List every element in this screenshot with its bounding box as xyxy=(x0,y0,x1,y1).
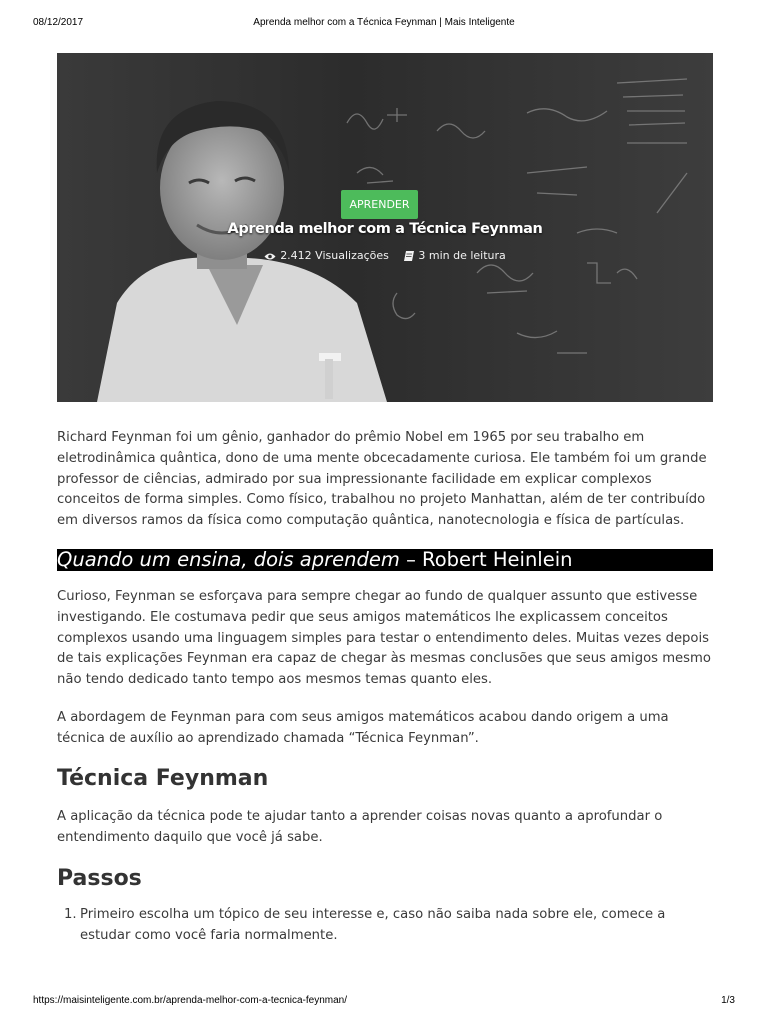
book-icon xyxy=(404,251,414,261)
page-number: 1/3 xyxy=(721,995,735,1006)
step-text: Primeiro escolha um tópico de seu interesse e, caso não saiba nada sobre ele, comece a estudar como você faria normalmente. xyxy=(80,907,666,943)
step-number: 1. xyxy=(64,907,77,922)
category-badge[interactable]: APRENDER xyxy=(341,190,418,219)
paragraph-2: Curioso, Feynman se esforçava para sempre chegar ao fundo de qualquer assunto que estivesse investigando. Ele costumava pedir que seus amigos matemáticos lhe explicassem conceitos complexos usando uma linguagem simples para testar o entendimento deles. Muitas vezes depois de tais explicações Feynman era capaz de chegar às mesmas conclusões que seus amigos mesmo não tendo dedicado tanto tempo aos mesmos temas quanto eles. xyxy=(57,589,711,688)
steps-list xyxy=(57,905,713,947)
hero-banner xyxy=(57,53,713,402)
intro-section xyxy=(57,428,713,532)
paragraph-2-section xyxy=(57,587,713,691)
reading-time xyxy=(404,249,505,262)
heading-passos: Passos xyxy=(57,866,142,891)
views-count xyxy=(264,249,389,262)
print-url: https://maisinteligente.com.br/aprenda-melhor-com-a-tecnica-feynman/ xyxy=(33,995,348,1006)
article-meta xyxy=(57,249,713,262)
heading-tecnica-feynman: Técnica Feynman xyxy=(57,766,269,791)
intro-paragraph: Richard Feynman foi um gênio, ganhador do prêmio Nobel em 1965 por seu trabalho em eletrodinâmica quântica, dono de uma mente obcecadamente curiosa. Ele também foi um grande professor de ciências, admirado por sua impressionante facilidade em explicar complexos conceitos de forma simples. Como físico, trabalhou no projeto Manhattan, além de ter contribuído em diversos ramos da física como computação quântica, nanotecnologia e física de partículas. xyxy=(57,430,707,529)
paragraph-4: A aplicação da técnica pode te ajudar tanto a aprender coisas novas quanto a aprofundar o entendimento daquilo que você já sabe. xyxy=(57,809,663,845)
views-text: 2.412 Visualizações xyxy=(280,249,389,262)
reading-time-text: 3 min de leitura xyxy=(418,249,506,262)
quote-text: Quando um ensina, dois aprendem xyxy=(57,549,400,571)
paragraph-3: A abordagem de Feynman para com seus amigos matemáticos acabou dando origem a uma técnica de auxílio ao aprendizado chamada “Técnica Feynman”. xyxy=(57,710,669,746)
paragraph-3-section xyxy=(57,708,713,750)
quote-author: – Robert Heinlein xyxy=(399,549,573,571)
paragraph-4-section xyxy=(57,807,713,849)
print-date: 08/12/2017 xyxy=(33,17,84,28)
pull-quote xyxy=(57,549,713,571)
article-title: Aprenda melhor com a Técnica Feynman xyxy=(227,221,543,237)
list-item xyxy=(57,905,713,947)
print-header xyxy=(0,17,768,31)
print-page-title: Aprenda melhor com a Técnica Feynman | Mais Inteligente xyxy=(253,17,515,28)
eye-icon xyxy=(264,252,276,261)
print-footer xyxy=(0,995,768,1009)
